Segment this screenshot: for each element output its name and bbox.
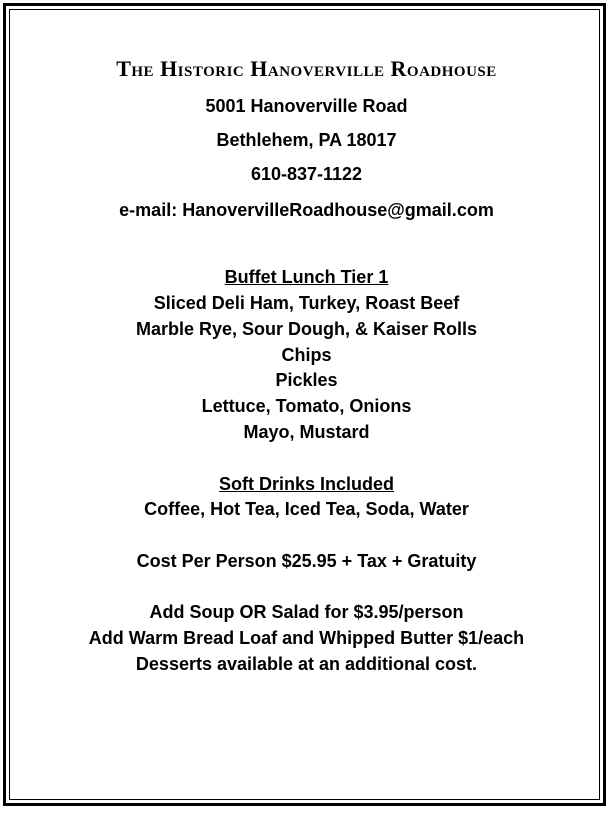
buffet-item: Sliced Deli Ham, Turkey, Roast Beef	[153, 293, 460, 313]
buffet-item: Mayo, Mustard	[243, 422, 370, 442]
buffet-item: Marble Rye, Sour Dough, & Kaiser Rolls	[135, 319, 478, 339]
drinks-heading: Soft Drinks Included	[218, 474, 395, 494]
cost-line: Cost Per Person $25.95 + Tax + Gratuity	[136, 551, 477, 571]
drinks-item: Coffee, Hot Tea, Iced Tea, Soda, Water	[144, 499, 469, 519]
email-line: e-mail: HanovervilleRoadhouse@gmail.com	[119, 200, 494, 220]
addon-line: Add Warm Bread Loaf and Whipped Butter $1/each	[88, 628, 525, 648]
buffet-heading: Buffet Lunch Tier 1	[224, 267, 389, 287]
city-line: Bethlehem, PA 18017	[216, 130, 397, 150]
buffet-item: Lettuce, Tomato, Onions	[201, 396, 412, 416]
buffet-item: Chips	[281, 345, 332, 365]
address-line: 5001 Hanoverville Road	[205, 96, 408, 116]
buffet-item: Pickles	[275, 370, 338, 390]
phone-line: 610-837-1122	[250, 164, 363, 184]
addon-line: Add Soup OR Salad for $3.95/person	[149, 602, 464, 622]
restaurant-title: The Historic Hanoverville Roadhouse	[116, 56, 497, 81]
addon-line: Desserts available at an additional cost.	[135, 654, 478, 674]
